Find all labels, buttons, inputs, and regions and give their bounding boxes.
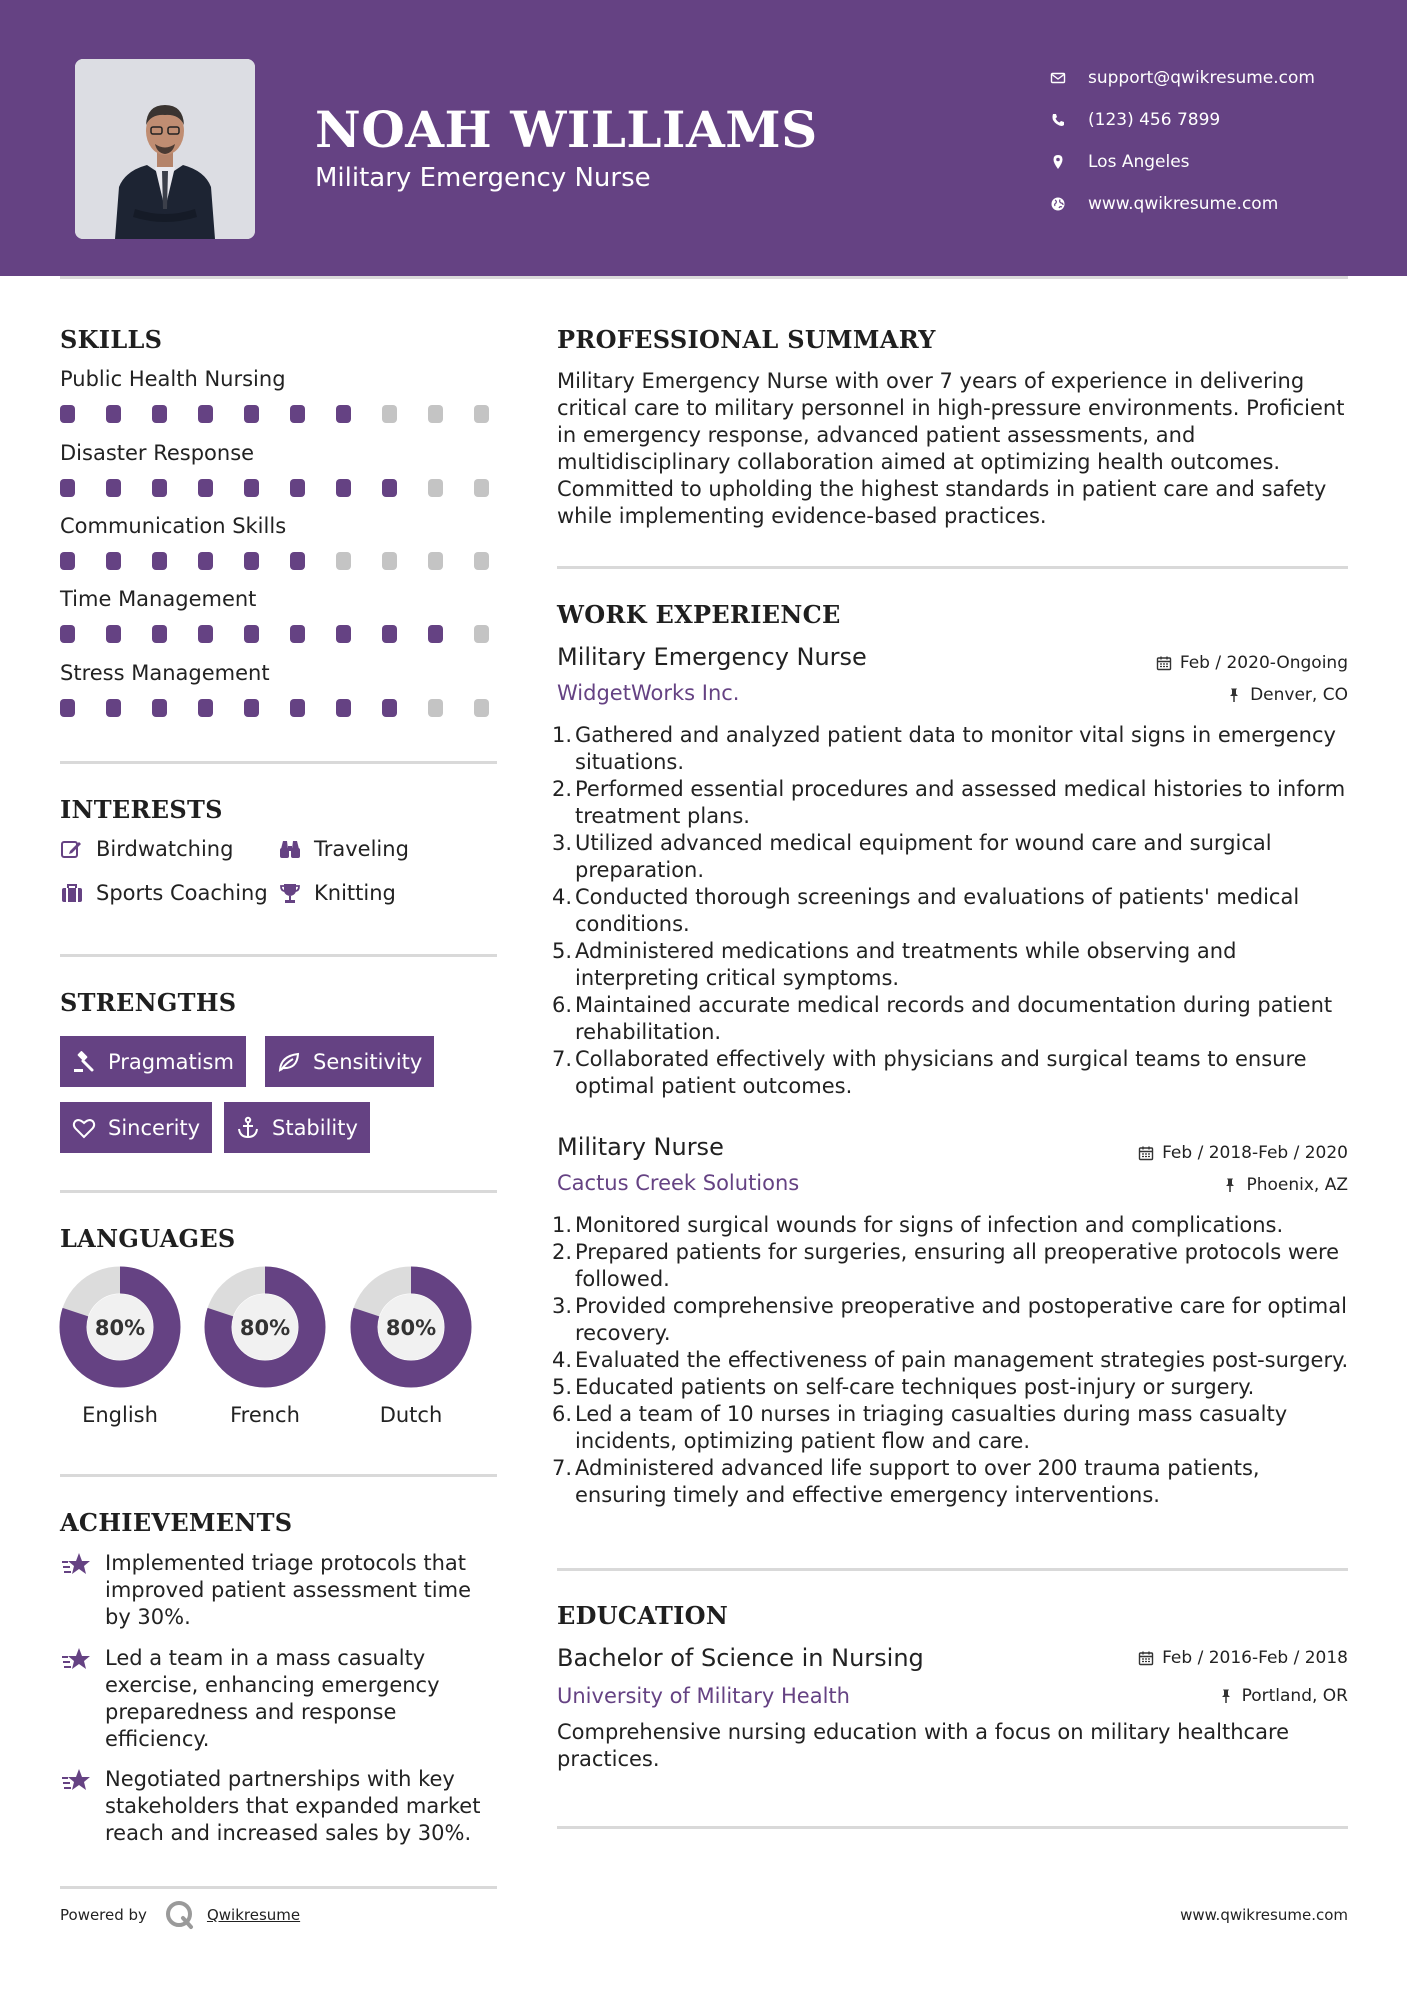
skill-dot-filled [106,479,121,497]
contact-email-text: support@qwikresume.com [1088,68,1315,88]
job-title: Military Nurse [557,1133,724,1161]
profile-photo [75,59,255,239]
pushpin-icon [1218,1688,1234,1704]
contact-phone-text: (123) 456 7899 [1088,110,1221,130]
skill-dot-filled [106,552,121,570]
skill-dot-filled [106,625,121,643]
school-name: University of Military Health [557,1684,850,1708]
responsibility-item: Performed essential procedures and assessed medical histories to inform treatment plans. [575,777,1346,828]
skill-name: Public Health Nursing [60,367,286,391]
education-date [1138,1648,1348,1668]
job-responsibilities [557,722,1357,1100]
strength-label: Pragmatism [108,1049,234,1074]
degree-title: Bachelor of Science in Nursing [557,1644,924,1672]
skills-heading: SKILLS [60,325,163,354]
calendar-icon [1138,1650,1154,1666]
skill-name: Communication Skills [60,514,287,538]
contact-location-text: Los Angeles [1088,152,1190,172]
skill-dot-filled [290,552,305,570]
skill-dot-filled [382,699,397,717]
language-percent: 80% [239,1316,291,1340]
summary-text: Military Emergency Nurse with over 7 years of experience in delivering critical care to military personnel in high-pressure environments. Proficient in emergency response, advanced patient assessments, and multidisciplinary collaboration aimed at optimizing health outcomes. Committed to upholding the highest standards in patient care and safety while implementing evidence-based practices. [557,369,1345,528]
job-location-text: Phoenix, AZ [1246,1175,1348,1195]
job-date [1138,1143,1348,1163]
job-date [1156,653,1348,673]
skill-dot-filled [198,405,213,423]
powered-by-label: Powered by [60,1906,147,1924]
responsibility-item: Prepared patients for surgeries, ensuring all preoperative protocols were followed. [575,1240,1340,1291]
skill-dot-filled [382,625,397,643]
interest-item [278,837,409,861]
skill-dot-filled [106,405,121,423]
skill-rating [60,552,520,570]
skill-dot-filled [198,625,213,643]
star-award-icon [60,1551,92,1579]
heart-icon [72,1116,96,1140]
skill-dot-empty [428,699,443,717]
contact-location [1050,141,1315,183]
skill-dot-filled [60,479,75,497]
skill-name: Disaster Response [60,441,255,465]
language-ring [350,1266,472,1388]
interest-label: Knitting [314,881,396,905]
interest-item [60,837,233,861]
job-location [1226,685,1348,705]
section-divider [60,1474,497,1477]
skill-dot-filled [152,625,167,643]
education-heading: EDUCATION [557,1601,729,1630]
section-divider [60,1190,497,1193]
responsibility-item: Led a team of 10 nurses in triaging casualties during mass casualty incidents, optimizing patient flow and care. [575,1402,1288,1453]
skill-dot-empty [474,405,489,423]
job-location [1222,1175,1348,1195]
skill-dot-filled [60,552,75,570]
star-award-icon [60,1767,92,1795]
contact-website[interactable] [1050,183,1315,225]
achievement-text: Implemented triage protocols that improved patient assessment time by 30%. [105,1551,471,1629]
job-location-text: Denver, CO [1250,685,1348,705]
skill-dot-filled [290,479,305,497]
achievement-item [60,1645,500,1753]
achievement-text: Negotiated partnerships with key stakeholders that expanded market reach and increased sales by 30%. [105,1767,481,1845]
languages-heading: LANGUAGES [60,1224,236,1253]
strengths-heading: STRENGTHS [60,988,237,1017]
language-progress-ring [350,1266,472,1388]
skill-dot-filled [244,699,259,717]
star-award-icon [60,1646,92,1674]
skill-dot-empty [474,552,489,570]
strength-chip [265,1036,434,1087]
responsibility-item: Provided comprehensive preoperative and postoperative care for optimal recovery. [575,1294,1347,1345]
section-divider [557,1568,1348,1571]
skill-dot-empty [474,699,489,717]
pushpin-icon [1222,1177,1238,1193]
candidate-name: NOAH WILLIAMS [315,100,818,159]
section-divider [60,1886,497,1889]
skill-rating [60,405,520,423]
strength-label: Sensitivity [313,1049,423,1074]
skill-dot-filled [198,699,213,717]
phone-icon [1050,112,1088,128]
skill-dot-empty [382,552,397,570]
skill-rating [60,479,520,497]
strength-label: Stability [272,1115,358,1140]
anchor-icon [236,1116,260,1140]
education-date-text: Feb / 2016-Feb / 2018 [1162,1648,1348,1668]
candidate-title: Military Emergency Nurse [315,163,651,193]
strength-chip [60,1036,246,1087]
skill-dot-filled [244,552,259,570]
pushpin-icon [1226,687,1242,703]
responsibility-item: Administered advanced life support to over 200 trauma patients, ensuring timely and effective emergency interventions. [575,1456,1260,1507]
responsibility-item: Administered medications and treatments while observing and interpreting critical symptoms. [575,939,1237,990]
achievement-text: Led a team in a mass casualty exercise, enhancing emergency preparedness and response efficiency. [105,1646,440,1751]
achievement-item [60,1766,500,1847]
header-divider [60,276,1348,279]
skill-dot-filled [382,479,397,497]
skill-dot-empty [428,552,443,570]
strength-label: Sincerity [108,1115,201,1140]
skill-dot-filled [244,479,259,497]
skill-dot-filled [198,479,213,497]
binoculars-icon [278,837,302,861]
section-divider [557,1826,1348,1829]
skill-rating [60,699,520,717]
skill-dot-filled [152,552,167,570]
achievement-item [60,1550,500,1631]
skill-dot-filled [428,625,443,643]
language-progress-ring [59,1266,181,1388]
skill-dot-empty [428,405,443,423]
section-divider [60,954,497,957]
globe-icon [1050,196,1088,212]
language-name: Dutch [379,1403,443,1427]
leaf-icon [277,1050,301,1074]
job-title: Military Emergency Nurse [557,643,867,671]
strength-chip [60,1102,212,1153]
skill-dot-empty [382,405,397,423]
skill-name: Stress Management [60,661,270,685]
strength-chip [224,1102,370,1153]
job-responsibilities [557,1212,1357,1509]
contact-website-text: www.qwikresume.com [1088,194,1279,214]
responsibility-item: Collaborated effectively with physicians and surgical teams to ensure optimal patient outcomes. [575,1047,1307,1098]
skill-rating [60,625,520,643]
qwikresume-link[interactable]: Qwikresume [206,1906,301,1924]
person-portrait-icon [75,59,255,239]
resume-header [0,0,1407,276]
contact-phone[interactable] [1050,99,1315,141]
responsibility-item: Gathered and analyzed patient data to monitor vital signs in emergency situations. [575,723,1336,774]
language-ring [204,1266,326,1388]
contact-email[interactable] [1050,57,1315,99]
responsibility-item: Evaluated the effectiveness of pain management strategies post-surgery. [575,1348,1349,1372]
job-date-text: Feb / 2018-Feb / 2020 [1162,1143,1348,1163]
skill-dot-filled [290,625,305,643]
pencil-square-icon [60,837,84,861]
section-divider [60,761,497,764]
education-location-text: Portland, OR [1241,1686,1348,1706]
skill-dot-filled [60,405,75,423]
education-description: Comprehensive nursing education with a focus on military healthcare practices. [557,1720,1290,1771]
job-date-text: Feb / 2020-Ongoing [1179,653,1348,673]
skill-dot-filled [60,699,75,717]
qwikresume-logo-icon [163,1898,197,1932]
gavel-icon [72,1050,96,1074]
interest-item [278,881,396,905]
interest-label: Sports Coaching [96,881,268,905]
interests-heading: INTERESTS [60,795,223,824]
skill-dot-filled [152,479,167,497]
language-percent: 80% [385,1316,437,1340]
interest-item [60,881,268,905]
skill-dot-filled [336,479,351,497]
interest-label: Birdwatching [96,837,234,861]
interest-label: Traveling [314,837,409,861]
skill-dot-filled [290,699,305,717]
skill-dot-empty [474,625,489,643]
responsibility-item: Conducted thorough screenings and evaluations of patients' medical conditions. [575,885,1300,936]
language-percent: 80% [94,1316,146,1340]
skill-dot-empty [428,479,443,497]
skill-dot-filled [336,405,351,423]
summary-heading: PROFESSIONAL SUMMARY [557,325,936,354]
skill-dot-filled [106,699,121,717]
powered-by [60,1898,300,1932]
achievements-heading: ACHIEVEMENTS [60,1508,293,1537]
experience-heading: WORK EXPERIENCE [557,600,841,629]
skill-dot-filled [290,405,305,423]
job-company: WidgetWorks Inc. [557,681,740,705]
responsibility-item: Utilized advanced medical equipment for wound care and surgical preparation. [575,831,1272,882]
skill-dot-empty [474,479,489,497]
responsibility-item: Maintained accurate medical records and documentation during patient rehabilitation. [575,993,1333,1044]
responsibility-item: Monitored surgical wounds for signs of infection and complications. [575,1213,1284,1237]
skill-dot-filled [244,625,259,643]
language-name: French [230,1403,300,1427]
envelope-icon [1050,70,1088,86]
skill-dot-filled [336,625,351,643]
footer-website[interactable]: www.qwikresume.com [1180,1906,1348,1924]
skill-dot-filled [244,405,259,423]
section-divider [557,566,1348,569]
language-name: English [82,1403,158,1427]
skill-dot-empty [336,552,351,570]
contact-list [1050,57,1315,225]
language-progress-ring [204,1266,326,1388]
map-pin-icon [1050,154,1088,170]
skill-dot-filled [198,552,213,570]
education-location [1218,1686,1348,1706]
trophy-icon [278,881,302,905]
responsibility-item: Educated patients on self-care techniques post-injury or surgery. [575,1375,1255,1399]
language-ring [59,1266,181,1388]
skill-name: Time Management [60,587,257,611]
calendar-icon [1138,1145,1154,1161]
calendar-icon [1156,655,1172,671]
skill-dot-filled [336,699,351,717]
briefcase-icon [60,881,84,905]
skill-dot-filled [152,699,167,717]
skill-dot-filled [60,625,75,643]
skill-dot-filled [152,405,167,423]
job-company: Cactus Creek Solutions [557,1171,800,1195]
